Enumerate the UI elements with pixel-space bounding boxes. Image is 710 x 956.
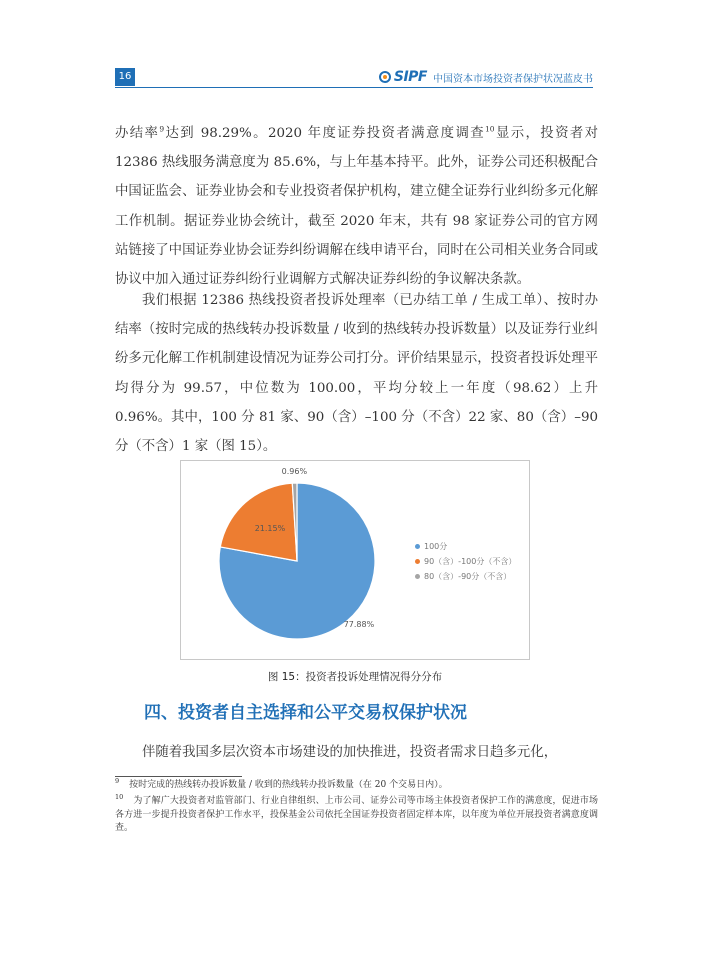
footnote-text: 为了解广大投资者对监管部门、行业自律组织、上市公司、证券公司等市场主体投资者保护工作的满意度，促进市场各方进一步提升投资者保护工作水平，投保基金公司依托全国证券投资者固定样本库，以年度为单位开展投资者满意度调查。 <box>115 796 598 834</box>
para1-text-b: 达到 98.29%。2020 年度证券投资者满意度调查 <box>164 126 486 141</box>
pie-data-label-1: 21.15% <box>254 523 286 533</box>
para1-text-a: 办结率 <box>115 126 160 141</box>
pie-chart-figure <box>180 460 530 660</box>
paragraph-2: 我们根据 12386 热线投资者投诉处理率（已办结工单 / 生成工单）、按时办结率（按时完成的热线转办投诉数量 / 收到的热线转办投诉数量）以及证券行业纠纷多元化解工作机制建设情况为证券公司打分。评价结果显示，投资者投诉处理平均得分为 99.57，中位数为 100.00，平均分较上一年度（98.62）上升 0.96%。其中，100 分 81 家、90（含）–100 分（不含）22 家、80（含）–90 分（不含）1 家（图 15）。 <box>115 293 598 455</box>
legend-swatch <box>415 544 420 549</box>
figure-caption: 图 15：投资者投诉处理情况得分分布 <box>267 671 443 683</box>
paragraph-3: 伴随着我国多层次资本市场建设的加快推进，投资者需求日趋多元化， <box>142 745 558 760</box>
legend-item-1 <box>415 554 516 569</box>
footnote-divider <box>115 776 242 777</box>
brand <box>379 68 593 86</box>
pie-slice-1 <box>220 483 297 561</box>
legend-label: 90（含）-100分（不含） <box>424 557 517 566</box>
header-rule <box>115 87 593 88</box>
legend-label: 100分 <box>424 542 448 551</box>
page-number: 16 <box>115 68 135 86</box>
pie-data-label-2: 0.96% <box>281 467 308 477</box>
paragraph-1 <box>115 119 598 294</box>
footnotes <box>115 779 598 839</box>
header-title: 中国资本市场投资者保护状况蓝皮书 <box>433 73 593 85</box>
legend-label: 80（含）-90分（不含） <box>424 572 512 581</box>
legend-item-2 <box>415 569 516 584</box>
sipf-logo-icon <box>379 71 391 83</box>
logo-text: SIPF <box>393 69 427 85</box>
section-heading: 四、投资者自主选择和公平交易权保护状况 <box>144 703 467 723</box>
legend-swatch <box>415 574 420 579</box>
footnote-number: 10 <box>115 793 124 802</box>
footnote-ref-9: 9 <box>159 124 165 134</box>
footnote-number: 9 <box>115 777 120 785</box>
footnote-9 <box>115 779 598 792</box>
footnote-ref-10: 10 <box>485 124 495 134</box>
pie-data-label-0: 77.88% <box>343 619 375 629</box>
legend-swatch <box>415 559 420 564</box>
legend-item-0 <box>415 539 516 554</box>
footnote-text: 按时完成的热线转办投诉数量 / 收到的热线转办投诉数量（在 20 个交易日内）。 <box>129 780 448 790</box>
page-header <box>115 68 593 88</box>
footnote-10 <box>115 795 598 835</box>
para1-text-c: 显示，投资者对 12386 热线服务满意度为 85.6%，与上年基本持平。此外，证券公司还积极配合中国证监会、证券业协会和专业投资者保护机构，建立健全证券行业纠纷多元化解工作机制。据证券业协会统计，截至 2020 年末，共有 98 家证券公司的官方网站链接了中国证券业协会证券纠纷调解在线申请平台，同时在公司相关业务合同或协议中加入通过证券纠纷行业调解方式解决证券纠纷的争议解决条款。 <box>115 126 599 288</box>
chart-legend <box>415 539 516 584</box>
